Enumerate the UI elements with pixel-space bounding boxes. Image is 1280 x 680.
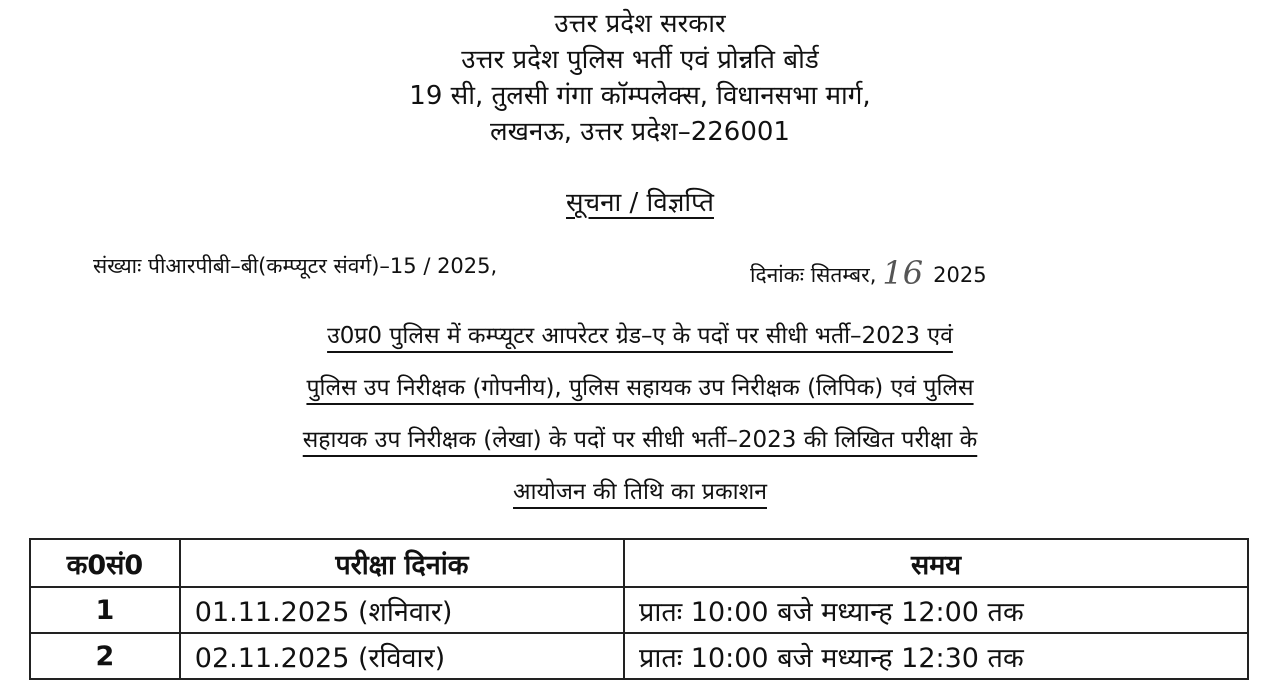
reference-date-year: 2025 (933, 263, 987, 287)
subject-line-2 (0, 370, 1280, 402)
header-time: समय (624, 539, 1248, 587)
table-row (30, 587, 1248, 633)
subject-line-4-text: आयोजन की तिथि का प्रकाशन (513, 479, 767, 505)
reference-date (750, 252, 987, 290)
reference-date-prefix: दिनांकः सितम्बर, (750, 263, 877, 287)
letterhead-board-name: उत्तर प्रदेश पुलिस भर्ती एवं प्रोन्नति बोर्ड (461, 45, 819, 75)
letterhead (0, 6, 1280, 150)
reference-number: संख्याः पीआरपीबी–बी(कम्प्यूटर संवर्ग)–15 / 2025, (93, 254, 498, 278)
row-time: प्रातः 10:00 बजे मध्यान्ह 12:30 तक (624, 633, 1248, 679)
notice-title (0, 183, 1280, 219)
subject-line-4 (0, 474, 1280, 506)
row-time: प्रातः 10:00 बजे मध्यान्ह 12:00 तक (624, 587, 1248, 633)
subject-line-3 (0, 422, 1280, 454)
table-row (30, 633, 1248, 679)
row-serial: 1 (30, 587, 180, 633)
row-exam-date: 02.11.2025 (रविवार) (180, 633, 624, 679)
exam-schedule-table (29, 538, 1249, 680)
header-serial: क0सं0 (30, 539, 180, 587)
letterhead-city: लखनऊ, उत्तर प्रदेश–226001 (490, 117, 790, 147)
row-serial: 2 (30, 633, 180, 679)
subject-line-1-text: उ0प्र0 पुलिस में कम्प्यूटर आपरेटर ग्रेड–ए के पदों पर सीधी भर्ती–2023 एवं (327, 323, 953, 349)
row-exam-date: 01.11.2025 (शनिवार) (180, 587, 624, 633)
table-header-row (30, 539, 1248, 587)
subject-line-2-text: पुलिस उप निरीक्षक (गोपनीय), पुलिस सहायक उप निरीक्षक (लिपिक) एवं पुलिस (306, 375, 974, 401)
subject-line-3-text: सहायक उप निरीक्षक (लेखा) के पदों पर सीधी भर्ती–2023 की लिखित परीक्षा के (302, 427, 978, 453)
reference-date-day: 16 (882, 254, 924, 292)
letterhead-government: उत्तर प्रदेश सरकार (554, 9, 726, 39)
letterhead-address: 19 सी, तुलसी गंगा कॉम्पलेक्स, विधानसभा मार्ग, (409, 81, 871, 111)
subject-line-1 (0, 318, 1280, 350)
header-exam-date: परीक्षा दिनांक (180, 539, 624, 587)
notice-title-text: सूचना / विज्ञप्ति (566, 188, 714, 218)
